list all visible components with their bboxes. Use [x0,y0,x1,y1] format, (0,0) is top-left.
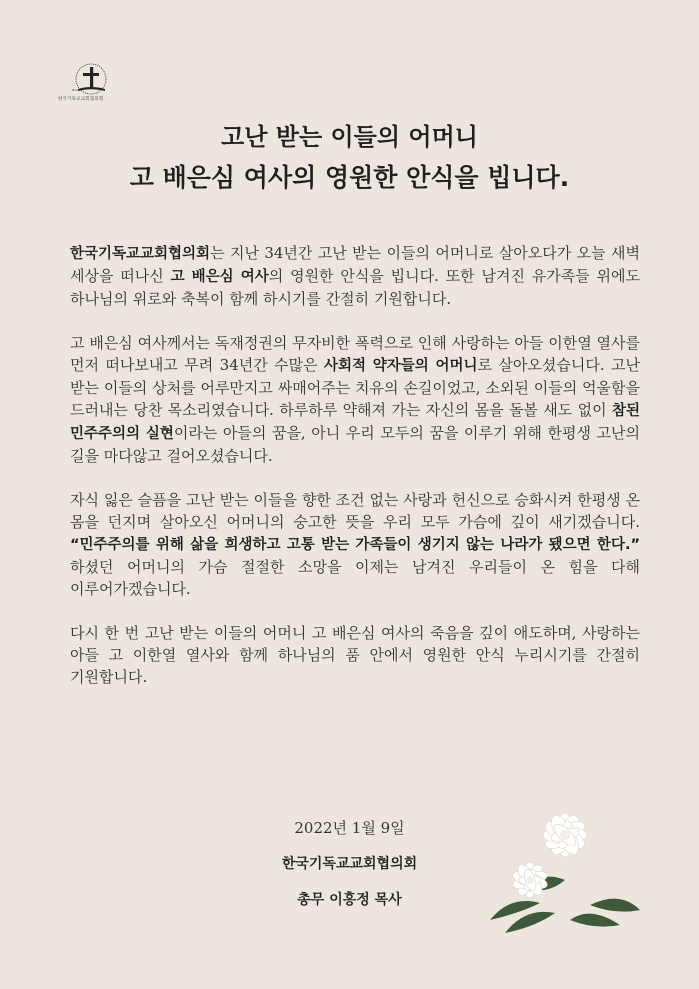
paragraph-text: 하셨던 어머니의 가슴 절절한 소망을 이제는 남겨진 우리들이 온 힘을 다해 이루어가겠습니다. [70,558,640,598]
paragraph-text: 의 영원한 안식을 빕니다. 또한 남겨진 유가족들 위에도 하나님의 위로와 축복이 함께 하시기를 간절히 기원합니다. [70,267,640,308]
organization-name: 한국기독교교회협의회 [281,856,418,872]
paragraph-text: 는 지난 34년간 고난 받는 이들의 어머니로 살아오다가 오늘 새벽 세상을 떠나신 [70,244,640,285]
emphasis-text: 사회적 약자들의 어머니 [324,358,478,374]
paragraph-text: 다시 한 번 고난 받는 이들의 어머니 고 배은심 여사의 죽음을 깊이 애도하며, 사랑하는 아들 고 이한열 열사와 함께 하나님의 품 안에서 영원한 안식 누리시기를 간절히 기원합니다. [70,624,640,686]
logo-caption: 한국기독교교회협의회 [58,97,104,102]
letter-paragraph [70,622,640,688]
letter-body [70,242,640,710]
letter-paragraph [70,242,640,310]
emphasis-text: 참된 민주주의의 실현 [70,403,640,442]
letter-paragraph [70,332,640,467]
logo-ring-text: NCCK [72,88,81,92]
letter-date: 2022년 1월 9일 [294,819,405,837]
title-line-1: 고난 받는 이들의 어머니 [221,123,478,151]
paragraph-text: 이라는 아들의 꿈을, 아니 우리 모두의 꿈을 이루기 위해 한평생 고난의 길을 마다않고 걸어오셨습니다. [70,424,640,465]
paragraph-text: 고 배은심 여사께서는 독재정권의 무자비한 폭력으로 인해 사랑하는 아들 이한열 열사를 먼저 떠나보내고 무려 34년간 수많은 [70,334,640,374]
paragraph-text: 자식 잃은 슬픔을 고난 받는 이들을 향한 조건 없는 사랑과 헌신으로 승화시켜 한평생 온 몸을 던지며 살아오신 어머니의 숭고한 뜻을 우리 모두 가슴에 깊이 새기겠습니다. [70,491,640,531]
cross-logo-icon [60,58,122,100]
emphasis-text: “민주주의를 위해 삶을 희생하고 고통 받는 가족들이 생기지 않는 나라가 됐으면 한다.” [70,537,640,553]
emphasis-text: 고 배은심 여사 [170,269,269,285]
signer-name: 총무 이홍정 목사 [297,892,402,908]
title-line-2: 고 배은심 여사의 영원한 안식을 빕니다. [129,163,570,192]
paragraph-text: 로 살아오셨습니다. 고난 받는 이들의 상처를 어루만지고 싸매어주는 치유의 손길이었고, 소외된 이들의 억울함을 드러내는 당찬 목소리였습니다. 하루하루 약해져 가는 자신의 몸을 돌볼 새도 없이 [70,356,640,419]
white-chrysanthemum-icon [470,795,650,935]
letter-paragraph [70,489,640,600]
emphasis-text: 한국기독교교회협의회 [70,246,211,262]
document-title [0,117,699,199]
